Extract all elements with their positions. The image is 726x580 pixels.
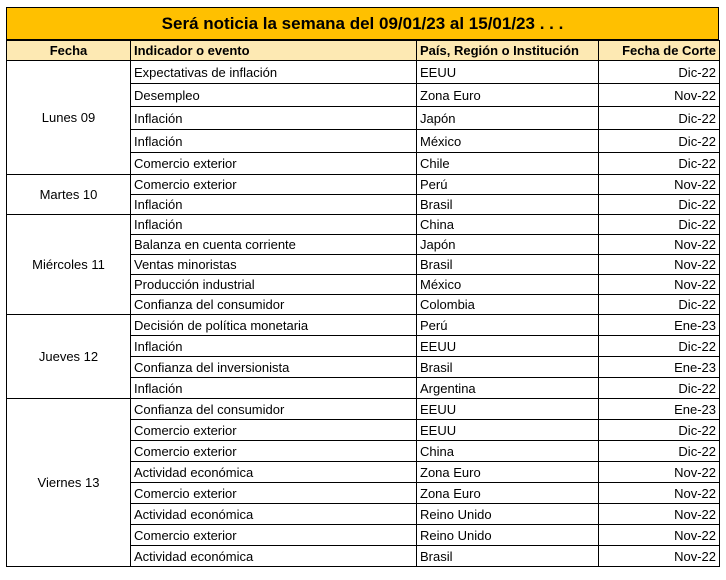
indicator-cell: Comercio exterior (131, 525, 417, 546)
country-cell: EEUU (417, 61, 599, 84)
page-title: Será noticia la semana del 09/01/23 al 15/01/23 . . . (6, 7, 719, 40)
cutoff-cell: Nov-22 (599, 255, 720, 275)
cutoff-cell: Dic-22 (599, 130, 720, 153)
indicator-cell: Decisión de política monetaria (131, 315, 417, 336)
country-cell: China (417, 441, 599, 462)
indicator-cell: Desempleo (131, 84, 417, 107)
cutoff-cell: Dic-22 (599, 336, 720, 357)
indicator-cell: Producción industrial (131, 275, 417, 295)
indicator-cell: Confianza del inversionista (131, 357, 417, 378)
indicator-cell: Actividad económica (131, 504, 417, 525)
agenda-body (7, 61, 720, 567)
agenda-table (6, 40, 720, 567)
table-row (7, 215, 720, 235)
country-cell: EEUU (417, 399, 599, 420)
country-cell: Colombia (417, 295, 599, 315)
cutoff-cell: Ene-23 (599, 357, 720, 378)
country-cell: China (417, 215, 599, 235)
indicator-cell: Inflación (131, 130, 417, 153)
country-cell: Argentina (417, 378, 599, 399)
country-cell: Zona Euro (417, 483, 599, 504)
cutoff-cell: Nov-22 (599, 504, 720, 525)
cutoff-cell: Nov-22 (599, 462, 720, 483)
header-indicador: Indicador o evento (131, 41, 417, 61)
indicator-cell: Actividad económica (131, 546, 417, 567)
day-cell: Jueves 12 (7, 315, 131, 399)
indicator-cell: Inflación (131, 107, 417, 130)
country-cell: Brasil (417, 195, 599, 215)
day-cell: Martes 10 (7, 175, 131, 215)
day-cell: Lunes 09 (7, 61, 131, 175)
cutoff-cell: Dic-22 (599, 215, 720, 235)
cutoff-cell: Nov-22 (599, 525, 720, 546)
country-cell: Japón (417, 107, 599, 130)
country-cell: Chile (417, 153, 599, 175)
cutoff-cell: Dic-22 (599, 195, 720, 215)
country-cell: Reino Unido (417, 504, 599, 525)
country-cell: EEUU (417, 336, 599, 357)
table-row (7, 175, 720, 195)
indicator-cell: Ventas minoristas (131, 255, 417, 275)
day-cell: Miércoles 11 (7, 215, 131, 315)
cutoff-cell: Nov-22 (599, 84, 720, 107)
table-row (7, 61, 720, 84)
cutoff-cell: Nov-22 (599, 175, 720, 195)
indicator-cell: Comercio exterior (131, 441, 417, 462)
header-fecha: Fecha (7, 41, 131, 61)
country-cell: Zona Euro (417, 462, 599, 483)
cutoff-cell: Dic-22 (599, 107, 720, 130)
cutoff-cell: Dic-22 (599, 420, 720, 441)
cutoff-cell: Dic-22 (599, 295, 720, 315)
indicator-cell: Inflación (131, 336, 417, 357)
indicator-cell: Expectativas de inflación (131, 61, 417, 84)
indicator-cell: Comercio exterior (131, 420, 417, 441)
country-cell: México (417, 275, 599, 295)
indicator-cell: Comercio exterior (131, 175, 417, 195)
country-cell: Brasil (417, 546, 599, 567)
indicator-cell: Confianza del consumidor (131, 399, 417, 420)
cutoff-cell: Dic-22 (599, 61, 720, 84)
indicator-cell: Inflación (131, 378, 417, 399)
country-cell: Brasil (417, 357, 599, 378)
indicator-cell: Inflación (131, 195, 417, 215)
indicator-cell: Actividad económica (131, 462, 417, 483)
country-cell: México (417, 130, 599, 153)
cutoff-cell: Dic-22 (599, 153, 720, 175)
country-cell: Zona Euro (417, 84, 599, 107)
indicator-cell: Inflación (131, 215, 417, 235)
cutoff-cell: Nov-22 (599, 235, 720, 255)
cutoff-cell: Dic-22 (599, 441, 720, 462)
country-cell: EEUU (417, 420, 599, 441)
cutoff-cell: Ene-23 (599, 315, 720, 336)
table-row (7, 315, 720, 336)
indicator-cell: Confianza del consumidor (131, 295, 417, 315)
table-row (7, 399, 720, 420)
cutoff-cell: Dic-22 (599, 378, 720, 399)
header-pais: País, Región o Institución (417, 41, 599, 61)
indicator-cell: Balanza en cuenta corriente (131, 235, 417, 255)
cutoff-cell: Nov-22 (599, 275, 720, 295)
country-cell: Perú (417, 315, 599, 336)
cutoff-cell: Ene-23 (599, 399, 720, 420)
indicator-cell: Comercio exterior (131, 153, 417, 175)
indicator-cell: Comercio exterior (131, 483, 417, 504)
agenda-panel (6, 7, 719, 567)
country-cell: Japón (417, 235, 599, 255)
day-cell: Viernes 13 (7, 399, 131, 567)
country-cell: Reino Unido (417, 525, 599, 546)
country-cell: Brasil (417, 255, 599, 275)
cutoff-cell: Nov-22 (599, 546, 720, 567)
cutoff-cell: Nov-22 (599, 483, 720, 504)
country-cell: Perú (417, 175, 599, 195)
header-row (7, 41, 720, 61)
header-fecha-corte: Fecha de Corte (599, 41, 720, 61)
